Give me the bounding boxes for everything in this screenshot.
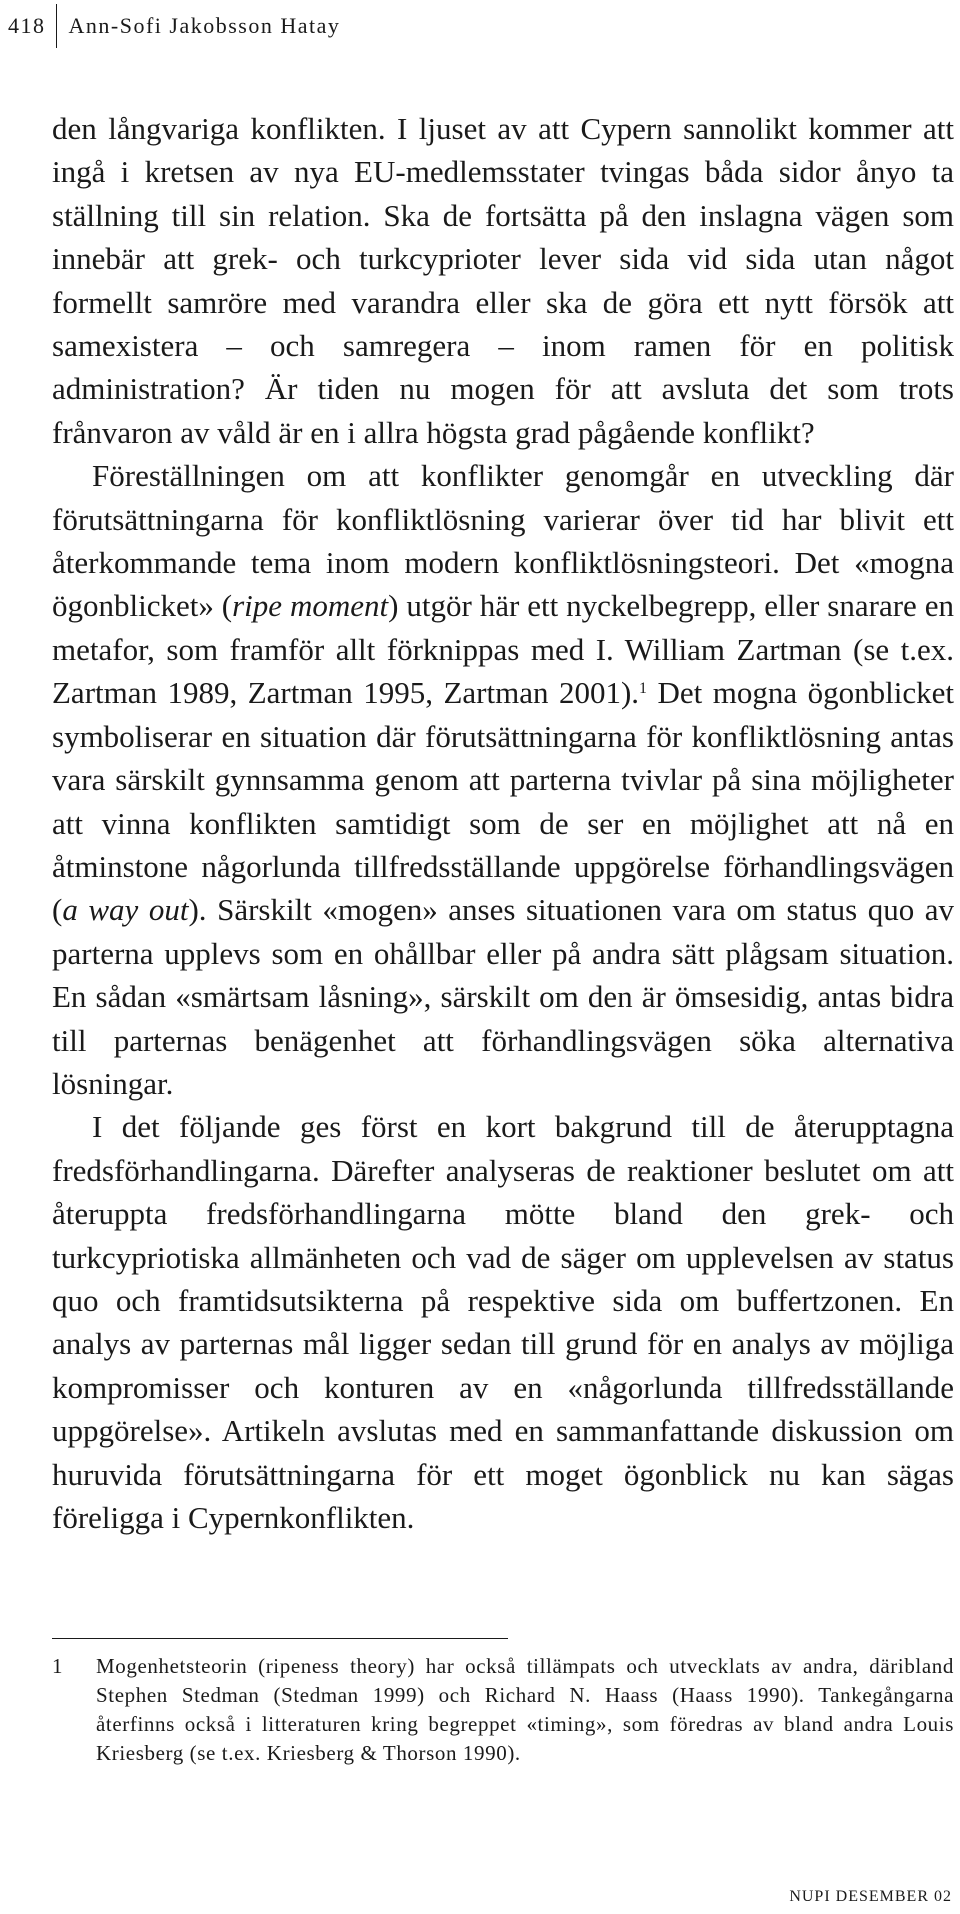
italic-term-way-out: a way out [62,892,189,928]
footnote-divider [52,1638,508,1639]
running-author: Ann-Sofi Jakobsson Hatay [68,13,341,38]
footnote-1 [52,1652,954,1768]
paragraph-2-text-a: Föreställningen om att konflikter genomgår en utveckling där förutsättningarna för konfliktlösning varierar över tid har blivit ett återkommande tema inom modern konfliktlösningsteori. Det «mogna ögonblicket» ( [52,458,954,624]
footnote-reference-1[interactable]: 1 [639,680,648,698]
paragraph-2-text-b: ) utgör här ett nyckelbegrepp, eller snarare en metafor, som framför allt förknippas med I. William Zartman (se t.ex. Zartman 1989, Zartman 1995, Zartman 2001). [52,588,954,711]
running-header [8,4,340,48]
italic-term-ripe-moment: ripe moment [232,588,389,624]
paragraph-3: I det följande ges först en kort bakgrund till de återupptagna fredsförhandlingarna. Därefter analyseras de reaktioner beslutet om att återuppta fredsförhandlingarna mötte bland den grek- och turkcypriotiska allmänheten och vad de säger om upplevelsen av status quo och framtidsutsikterna på respektive sida om buffertzonen. En analys av parternas mål ligger sedan till grund för en analys av möjliga kompromisser och konturen av en «någorlunda tillfredsställande uppgörelse». Artikeln avslutas med en sammanfattande diskussion om huruvida förutsättningarna för ett moget ögonblick nu kan sägas föreligga i Cypernkonflikten. [52,1109,954,1535]
paragraph-2 [52,454,954,1105]
paragraph-2-text-c: Det mogna ögonblicket symboliserar en situation där förutsättningarna för konfliktlösning antas vara särskilt gynnsamma genom att parterna tvivlar på sina möjligheter att vinna konflikten samtidigt som de ser en möjlighet att nå en åtminstone någorlunda tillfredsställande uppgörelse förhandlingsvägen ( [52,675,954,928]
footnote-text: Mogenhetsteorin (ripeness theory) har också tillämpats och utvecklats av andra, däribland Stephen Stedman (Stedman 1999) och Richard N. Haass (Haass 1990). Tankegångarna återfinns också i litteraturen kring begreppet «timing», som föredras av bland andra Louis Kriesberg (se t.ex. Kriesberg & Thorson 1990). [96,1654,954,1765]
page-number: 418 [8,13,46,38]
footnote-number: 1 [52,1654,64,1678]
paragraph-2-text-d: ). Särskilt «mogen» anses situationen vara om status quo av parterna upplevs som en ohållbar eller på andra sätt plågsam situation. En sådan «smärtsam låsning», särskilt om den är ömsesidig, antas bidra till parternas benägenhet att förhandlingsvägen söka alternativa lösningar. [52,892,954,1101]
page-footer: NUPI DESEMBER 02 [789,1888,952,1905]
article-body [52,107,954,1539]
header-divider [56,4,57,48]
paragraph-1: den långvariga konflikten. I ljuset av att Cypern sannolikt kommer att ingå i kretsen av nya EU-medlemsstater tvingas båda sidor ånyo ta ställning till sin relation. Ska de fortsätta på den inslagna vägen som innebär att grek- och turkcyprioter lever sida vid sida utan något formellt samröre med varandra eller ska de göra ett nytt försök att samexistera – och samregera – inom ramen för en politisk administration? Är tiden nu mogen för att avsluta det som trots frånvaron av våld är en i allra högsta grad pågående konflikt? [52,111,954,450]
